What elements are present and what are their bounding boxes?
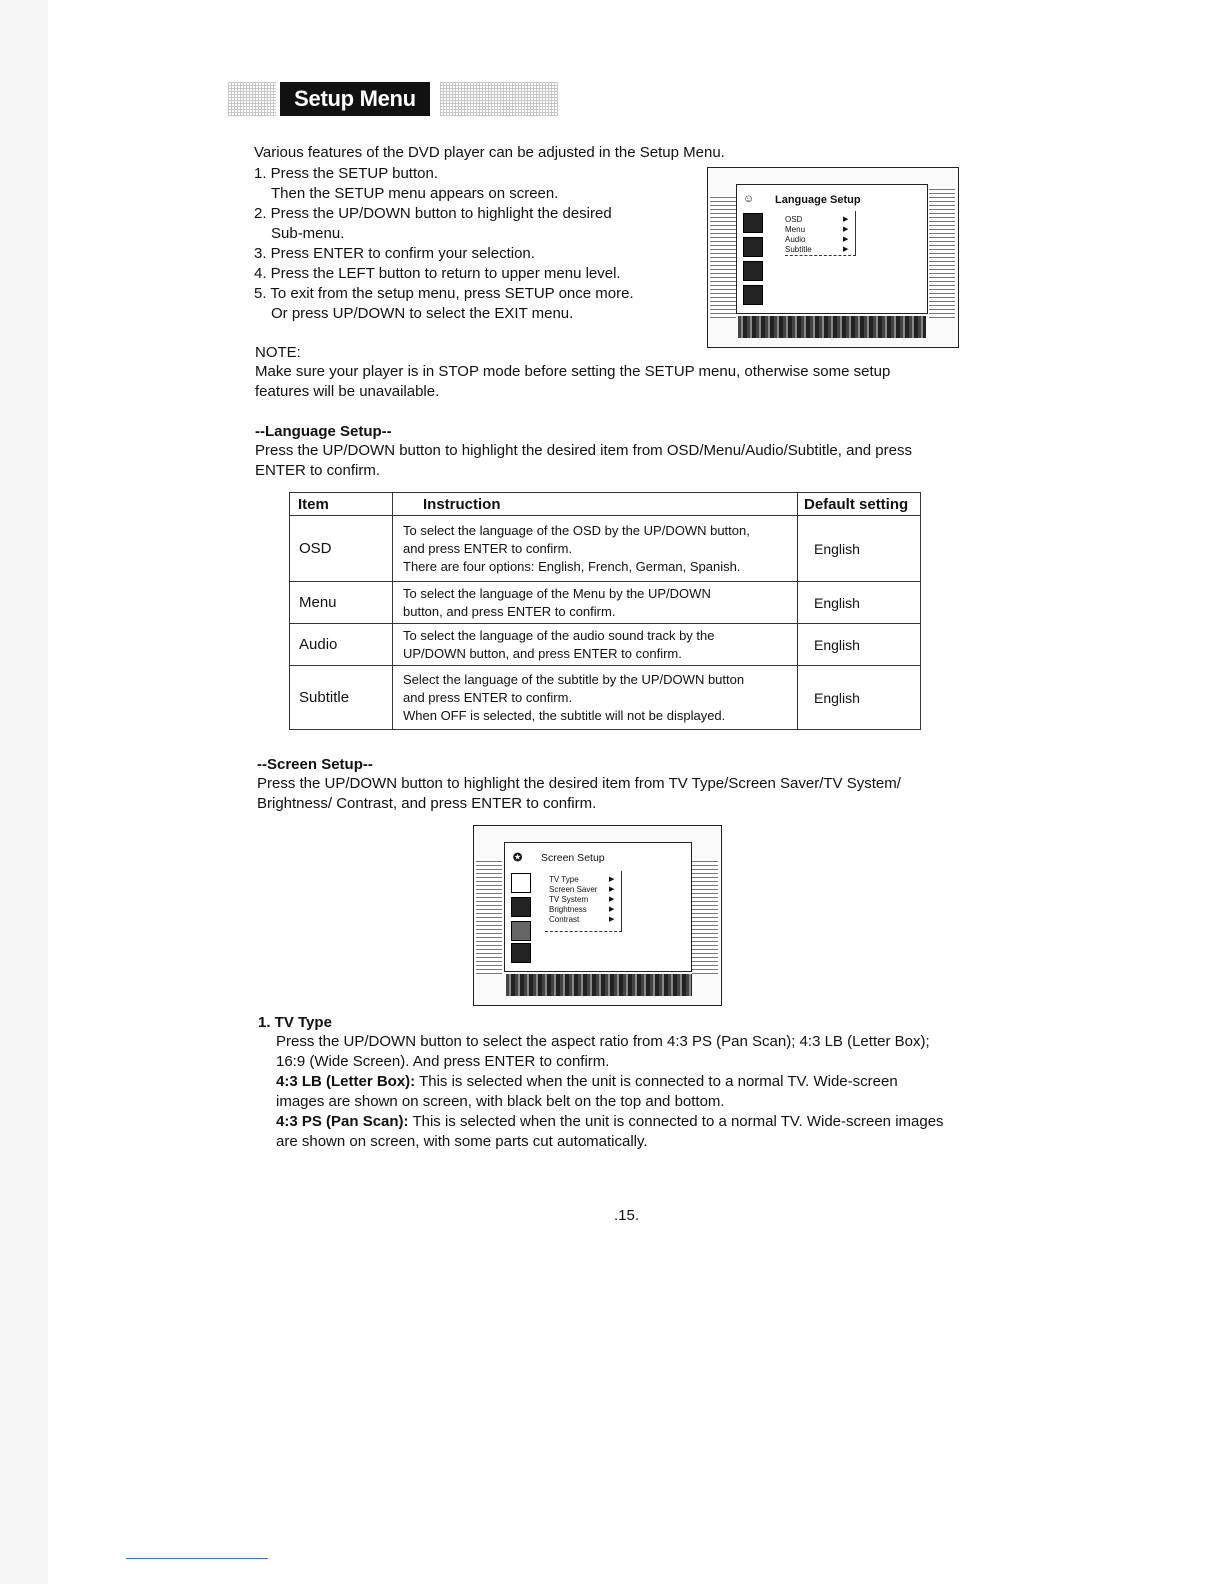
tv-type-heading: 1. TV Type bbox=[258, 1014, 332, 1031]
language-tab-icon bbox=[743, 213, 763, 233]
tv-type-line-2: 16:9 (Wide Screen). And press ENTER to confirm. bbox=[276, 1053, 610, 1070]
screen-setup-screen bbox=[473, 825, 722, 1006]
exit-tab-icon bbox=[511, 943, 531, 963]
row-default: English bbox=[798, 624, 921, 666]
instruction-line: and press ENTER to confirm. bbox=[403, 689, 573, 705]
screen-stripe-left bbox=[476, 858, 502, 974]
audio-tab-icon bbox=[743, 261, 763, 281]
screen-title: Screen Setup bbox=[541, 852, 605, 864]
row-default: English bbox=[798, 582, 921, 624]
footer-line bbox=[126, 1558, 268, 1559]
arrow-icon: ▶ bbox=[843, 246, 849, 253]
row-instruction bbox=[393, 666, 798, 730]
screen-tab-icon bbox=[743, 237, 763, 257]
screen-item-tv-type: TV Type bbox=[549, 875, 579, 884]
submenu-frame bbox=[785, 211, 856, 256]
step-1: 1. Press the SETUP button. bbox=[254, 165, 438, 182]
exit-tab-icon bbox=[743, 285, 763, 305]
table-row bbox=[290, 666, 921, 730]
row-item: OSD bbox=[290, 516, 393, 582]
table-row bbox=[290, 624, 921, 666]
arrow-icon: ▶ bbox=[843, 226, 849, 233]
screen-menu-panel bbox=[736, 184, 928, 314]
language-setup-screen bbox=[707, 167, 959, 348]
audio-tab-icon bbox=[511, 921, 531, 941]
screen-item-contrast: Contrast bbox=[549, 915, 580, 924]
instruction-line: button, and press ENTER to confirm. bbox=[403, 603, 616, 619]
header-pattern-right bbox=[440, 82, 558, 116]
speech-icon: ☺ bbox=[743, 193, 755, 205]
screen-setup-heading: --Screen Setup-- bbox=[257, 756, 373, 773]
step-3: 3. Press ENTER to confirm your selection. bbox=[254, 245, 535, 262]
screen-item-menu: Menu bbox=[785, 225, 806, 234]
screen-item-osd: OSD bbox=[785, 215, 803, 224]
step-2b: Sub-menu. bbox=[271, 225, 345, 242]
ps-text: This is selected when the unit is connected to a normal TV. Wide-screen images bbox=[408, 1113, 944, 1130]
screen-item-screen-saver: Screen Saver bbox=[549, 885, 598, 894]
tv-type-line-1: Press the UP/DOWN button to select the aspect ratio from 4:3 PS (Pan Scan); 4:3 LB (Letter Box); bbox=[276, 1033, 930, 1050]
row-instruction bbox=[393, 516, 798, 582]
header-item: Item bbox=[290, 493, 393, 516]
instruction-line: When OFF is selected, the subtitle will not be displayed. bbox=[403, 707, 726, 723]
screen-item-audio: Audio bbox=[785, 235, 806, 244]
lb-text: This is selected when the unit is connected to a normal TV. Wide-screen bbox=[415, 1073, 898, 1090]
lb-line-1 bbox=[276, 1072, 898, 1092]
instruction-line: To select the language of the OSD by the UP/DOWN button, bbox=[403, 522, 750, 538]
step-1b: Then the SETUP menu appears on screen. bbox=[271, 185, 559, 202]
language-table bbox=[289, 492, 921, 730]
table-row bbox=[290, 582, 921, 624]
row-item: Menu bbox=[290, 582, 393, 624]
instruction-line: and press ENTER to confirm. bbox=[403, 540, 573, 556]
screen-stripe-left bbox=[710, 196, 736, 318]
lb-line-2: images are shown on screen, with black belt on the top and bottom. bbox=[276, 1093, 725, 1110]
scan-margin bbox=[0, 0, 48, 1584]
screen-bottom-bar bbox=[738, 316, 926, 338]
step-5: 5. To exit from the setup menu, press SETUP once more. bbox=[254, 285, 634, 302]
step-5b: Or press UP/DOWN to select the EXIT menu. bbox=[271, 305, 574, 322]
screen-stripe-right bbox=[692, 858, 718, 974]
arrow-icon: ▶ bbox=[609, 906, 615, 913]
language-setup-line-1: Press the UP/DOWN button to highlight the desired item from OSD/Menu/Audio/Subtitle, and press bbox=[255, 442, 912, 459]
arrow-icon: ▶ bbox=[609, 916, 615, 923]
arrow-icon: ▶ bbox=[843, 216, 849, 223]
screen-setup-line-2: Brightness/ Contrast, and press ENTER to confirm. bbox=[257, 795, 597, 812]
instruction-line: To select the language of the audio sound track by the bbox=[403, 627, 715, 643]
page-title: Setup Menu bbox=[280, 82, 430, 116]
page-number: .15. bbox=[614, 1207, 640, 1224]
instruction-line: To select the language of the Menu by the UP/DOWN bbox=[403, 585, 711, 601]
header-pattern-left bbox=[228, 82, 276, 116]
screen-gear-icon: ✪ bbox=[513, 852, 523, 864]
lb-label: 4:3 LB (Letter Box): bbox=[276, 1073, 416, 1090]
screen-bottom-bar bbox=[506, 974, 692, 996]
arrow-icon: ▶ bbox=[609, 876, 615, 883]
row-instruction bbox=[393, 582, 798, 624]
row-default: English bbox=[798, 666, 921, 730]
language-setup-heading: --Language Setup-- bbox=[255, 423, 392, 440]
table-header-row bbox=[290, 493, 921, 516]
instruction-line: There are four options: English, French, German, Spanish. bbox=[403, 558, 741, 574]
step-2: 2. Press the UP/DOWN button to highlight the desired bbox=[254, 205, 612, 222]
instruction-line: UP/DOWN button, and press ENTER to confirm. bbox=[403, 645, 682, 661]
ps-line-1 bbox=[276, 1112, 944, 1132]
row-item: Subtitle bbox=[290, 666, 393, 730]
header-instruction: Instruction bbox=[393, 493, 798, 516]
table-row bbox=[290, 516, 921, 582]
row-item: Audio bbox=[290, 624, 393, 666]
ps-line-2: are shown on screen, with some parts cut automatically. bbox=[276, 1133, 648, 1150]
screen-menu-panel bbox=[504, 842, 692, 972]
screen-setup-line-1: Press the UP/DOWN button to highlight the desired item from TV Type/Screen Saver/TV System/ bbox=[257, 775, 901, 792]
instruction-line: Select the language of the subtitle by the UP/DOWN button bbox=[403, 671, 745, 687]
screen-item-subtitle: Subtitle bbox=[785, 245, 812, 254]
ps-label: 4:3 PS (Pan Scan): bbox=[276, 1113, 409, 1130]
header-default: Default setting bbox=[798, 493, 921, 516]
row-instruction bbox=[393, 624, 798, 666]
note-line-2: features will be unavailable. bbox=[255, 383, 440, 400]
arrow-icon: ▶ bbox=[609, 886, 615, 893]
screen-stripe-right bbox=[929, 186, 955, 318]
screen-item-tv-system: TV System bbox=[549, 895, 589, 904]
intro-line: Various features of the DVD player can be adjusted in the Setup Menu. bbox=[254, 144, 725, 161]
arrow-icon: ▶ bbox=[843, 236, 849, 243]
step-4: 4. Press the LEFT button to return to upper menu level. bbox=[254, 265, 621, 282]
screen-title: Language Setup bbox=[775, 194, 861, 206]
note-label: NOTE: bbox=[255, 344, 301, 361]
row-default: English bbox=[798, 516, 921, 582]
arrow-icon: ▶ bbox=[609, 896, 615, 903]
language-setup-line-2: ENTER to confirm. bbox=[255, 462, 381, 479]
screen-tab-icon bbox=[511, 897, 531, 917]
note-line-1: Make sure your player is in STOP mode before setting the SETUP menu, otherwise some setup bbox=[255, 363, 891, 380]
screen-item-brightness: Brightness bbox=[549, 905, 587, 914]
submenu-frame bbox=[545, 871, 622, 932]
language-tab-icon bbox=[511, 873, 531, 893]
